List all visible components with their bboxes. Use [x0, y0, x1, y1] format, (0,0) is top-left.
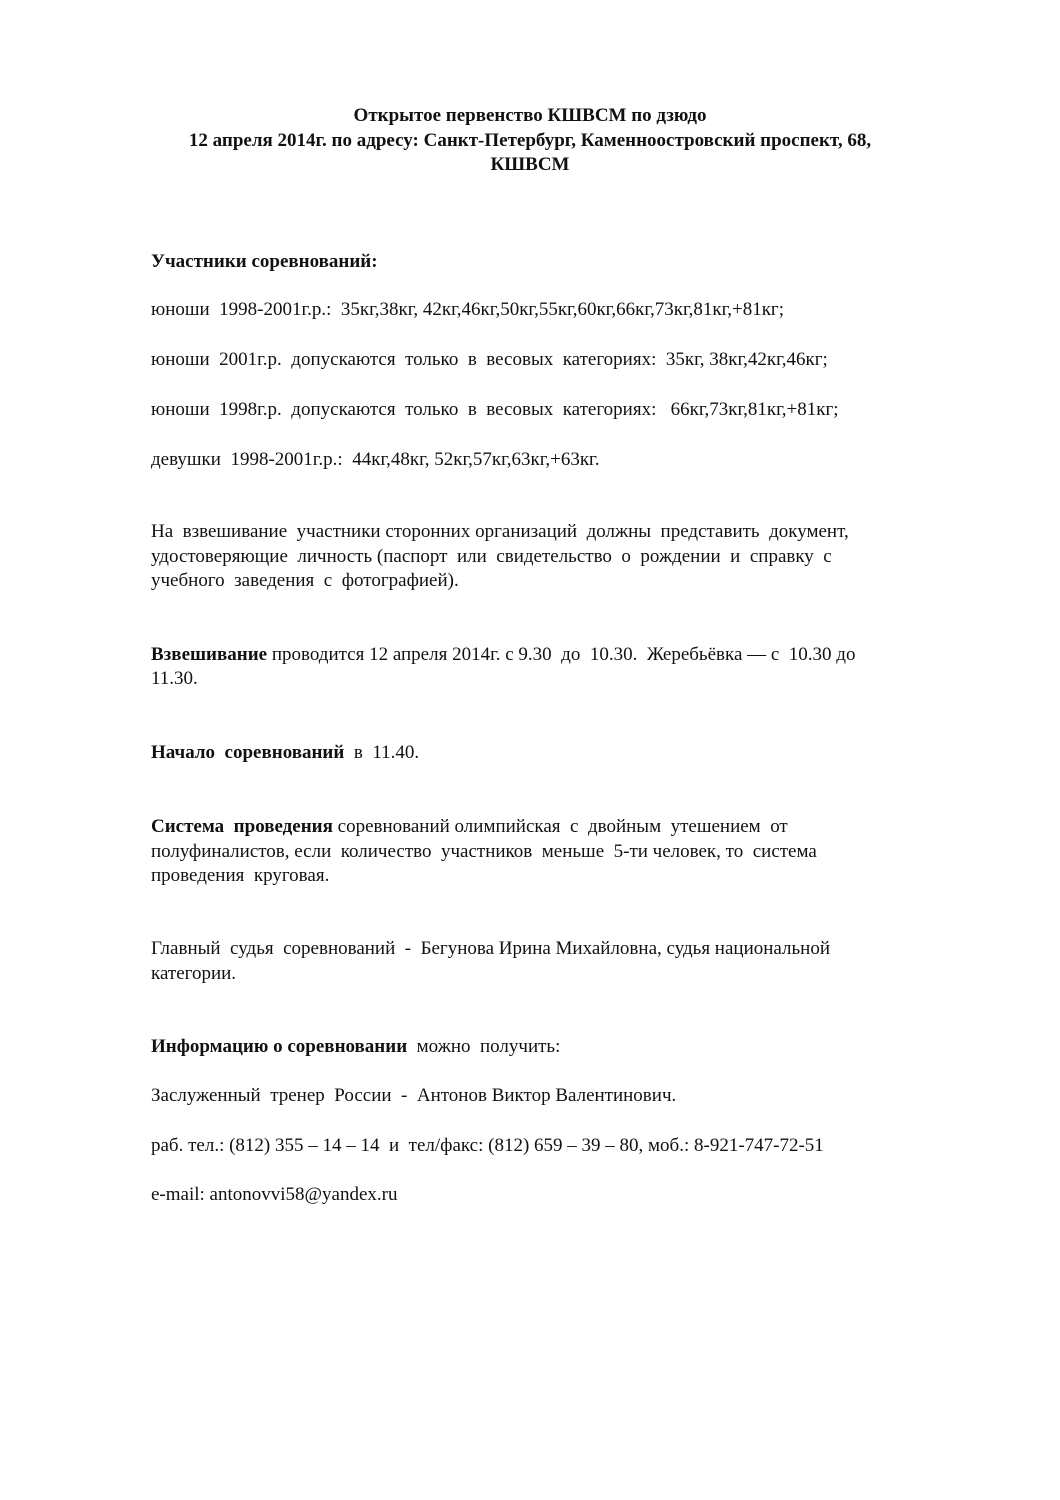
system-line-2: полуфиналистов, если количество участников меньше 5-ти человек, то система [151, 841, 817, 862]
system-line-1 [151, 815, 788, 839]
info-heading-line [151, 1035, 560, 1059]
documents-line-1: На взвешивание участники сторонних организаций должны представить документ, [151, 521, 849, 542]
documents-line-3: учебного заведения с фотографией). [151, 570, 459, 591]
start-text: в 11.40. [344, 742, 420, 763]
documents-line-2: удостоверяющие личность (паспорт или свидетельство о рождении и справку с [151, 546, 832, 567]
weighing-label: Взвешивание [151, 644, 268, 665]
weighing-line-2: 11.30. [151, 668, 198, 689]
start-label: Начало соревнований [151, 742, 345, 763]
participants-line-girls: девушки 1998-2001г.р.: 44кг,48кг, 52кг,57кг,63кг,+63кг. [151, 449, 600, 470]
weighing-text: проводится 12 апреля 2014г. с 9.30 до 10.30. Жеребьёвка — с 10.30 до [267, 644, 856, 665]
start-line [151, 741, 419, 765]
system-line-3: проведения круговая. [151, 865, 330, 886]
info-label: Информацию о соревновании [151, 1036, 408, 1057]
participants-line-boys-1998: юноши 1998г.р. допускаются только в весовых категориях: 66кг,73кг,81кг,+81кг; [151, 399, 839, 420]
info-phones: раб. тел.: (812) 355 – 14 – 14 и тел/факс: (812) 659 – 39 – 80, моб.: 8-921-747-72-51 [151, 1135, 824, 1156]
header-venue: КШВСМ [490, 154, 570, 175]
info-trainer: Заслуженный тренер России - Антонов Виктор Валентинович. [151, 1085, 677, 1106]
participants-line-boys-all: юноши 1998-2001г.р.: 35кг,38кг, 42кг,46кг,50кг,55кг,60кг,66кг,73кг,81кг,+81кг; [151, 299, 784, 320]
info-email: e-mail: antonovvi58@yandex.ru [151, 1184, 398, 1205]
info-text: можно получить: [407, 1036, 561, 1057]
weighing-line-1 [151, 643, 855, 667]
participants-heading: Участники соревнований: [151, 251, 378, 272]
judge-line-1: Главный судья соревнований - Бегунова Ирина Михайловна, судья национальной [151, 938, 830, 959]
participants-line-boys-2001: юноши 2001г.р. допускаются только в весовых категориях: 35кг, 38кг,42кг,46кг; [151, 349, 828, 370]
system-label: Система проведения [151, 816, 333, 837]
system-text: соревнований олимпийская с двойным утешением от [332, 816, 788, 837]
header-title: Открытое первенство КШВСМ по дзюдо [353, 105, 707, 126]
judge-line-2: категории. [151, 963, 237, 984]
header-date-address: 12 апреля 2014г. по адресу: Санкт-Петербург, Каменноостровский проспект, 68, [188, 130, 872, 151]
